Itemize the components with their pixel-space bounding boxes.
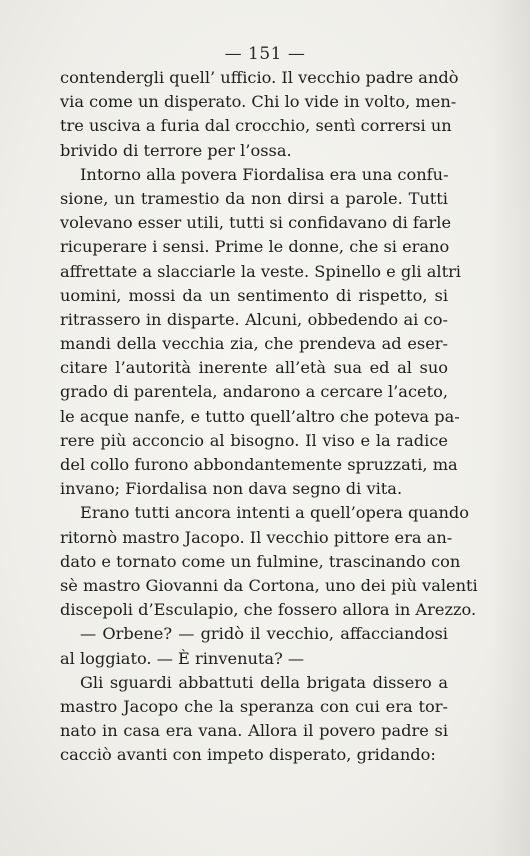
page-number: — 151 — — [224, 44, 306, 64]
text-line: sione, un tramestio da non dirsi a parole. Tutti — [60, 188, 448, 208]
text-line: via come un disperato. Chi lo vide in volto, men- — [60, 92, 457, 112]
text-line: volevano esser utili, tutti si confidavano di farle — [60, 213, 452, 233]
text-line: tre usciva a furia dal crocchio, sentì corrersi un — [60, 116, 452, 136]
text-line: brivido di terrore per l’ossa. — [60, 140, 292, 160]
text-line: invano; Fiordalisa non dava segno di vita. — [60, 479, 403, 499]
text-line: del collo furono abbondantemente spruzzati, ma — [60, 455, 458, 474]
text-line: citare l’autorità inerente all’età sua ed al suo — [60, 358, 448, 378]
text-line: mandi della vecchia zia, che prendeva ad eser- — [60, 334, 448, 354]
text-line: — Orbene? — gridò il vecchio, affacciandosi — [80, 624, 448, 644]
text-line: discepoli d’Esculapio, che fossero allora in Arezzo. — [60, 600, 477, 620]
text-line: ritrassero in disparte. Alcuni, obbedendo ai co- — [60, 309, 448, 329]
text-line: rere più acconcio al bisogno. Il viso e la radice — [60, 430, 448, 450]
text-line: contendergli quell’ ufficio. Il vecchio padre andò — [60, 68, 459, 87]
text-line: le acque nanfe, e tutto quell’altro che poteva pa- — [60, 406, 460, 426]
text-line: mastro Jacopo che la speranza con cui era tor- — [60, 696, 448, 716]
text-line: Erano tutti ancora intenti a quell’opera quando — [80, 503, 470, 523]
body-text — [60, 66, 478, 767]
text-line: uomini, mossi da un sentimento di rispetto, si — [60, 285, 448, 305]
text-line: sè mastro Giovanni da Cortona, uno dei più valenti — [60, 575, 478, 595]
page-edge-shading — [490, 0, 530, 856]
text-line: Gli sguardi abbattuti della brigata dissero a — [80, 672, 448, 692]
text-line: ritornò mastro Jacopo. Il vecchio pittore era an- — [60, 527, 453, 547]
text-line: cacciò avanti con impeto disperato, gridando: — [60, 745, 436, 765]
text-line: affrettate a slacciarle la veste. Spinello e gli altri — [60, 261, 461, 281]
text-line: nato in casa era vana. Allora il povero padre si — [60, 721, 448, 741]
text-line: dato e tornato come un fulmine, trascinando con — [60, 551, 461, 571]
text-line: Intorno alla povera Fiordalisa era una confu- — [80, 164, 449, 184]
text-line: ricuperare i sensi. Prime le donne, che si erano — [60, 237, 450, 257]
text-line: grado di parentela, andarono a cercare l’aceto, — [60, 382, 448, 402]
text-line: al loggiato. — È rinvenuta? — — [60, 648, 305, 668]
